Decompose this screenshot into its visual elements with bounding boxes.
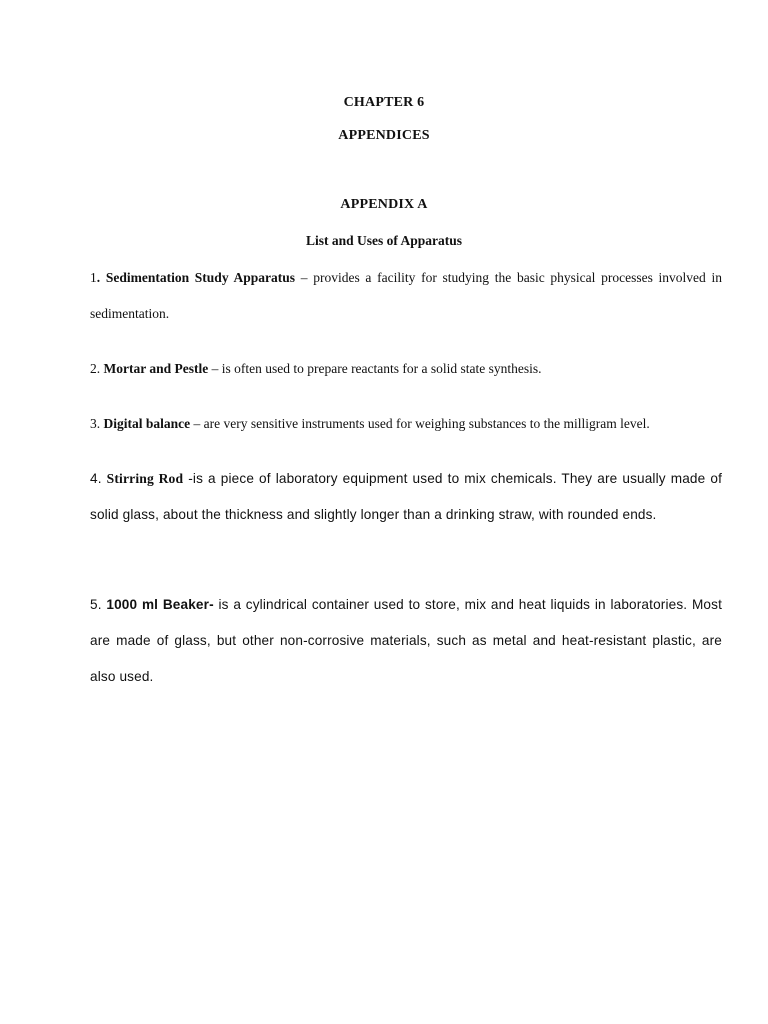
- item-description: – is often used to prepare reactants for a solid state synthesis.: [208, 361, 542, 376]
- item-number: 4.: [90, 471, 107, 486]
- item-term: Stirring Rod: [106, 471, 184, 486]
- item-number: 3.: [90, 416, 104, 431]
- section-heading: APPENDICES: [338, 128, 430, 143]
- appendix-subtitle: List and Uses of Apparatus: [305, 233, 463, 248]
- chapter-heading: CHAPTER 6: [343, 95, 425, 110]
- item-description: is a cylindrical container used to store, mix and heat liquids in laboratories. Most are made of glass, but other non-corrosive materials, such as metal and heat-resistant plastic, are also used.: [90, 597, 722, 684]
- appendix-heading: APPENDIX A: [340, 197, 428, 212]
- item-description: – provides a facility for studying the basic physical processes involved in sedimentation.: [90, 270, 722, 321]
- list-item-1: [90, 260, 722, 331]
- item-number: 2.: [90, 361, 104, 376]
- item-description: – are very sensitive instruments used for weighing substances to the milligram level.: [190, 416, 650, 431]
- list-item-2: [90, 351, 722, 387]
- item-description: -is a piece of laboratory equipment used to mix chemicals. They are usually made of solid glass, about the thickness and slightly longer than a drinking straw, with rounded ends.: [90, 471, 723, 522]
- list-item-4: [90, 461, 722, 533]
- list-item-5: [90, 587, 722, 694]
- item-term: . Sedimentation Study Apparatus: [96, 270, 296, 285]
- item-term: Mortar and Pestle: [103, 361, 209, 376]
- list-item-3: [90, 406, 722, 442]
- item-term: 1000 ml Beaker-: [106, 597, 214, 612]
- item-number: 1: [90, 270, 97, 285]
- item-term: Digital balance: [103, 416, 191, 431]
- item-number: 5.: [90, 597, 107, 612]
